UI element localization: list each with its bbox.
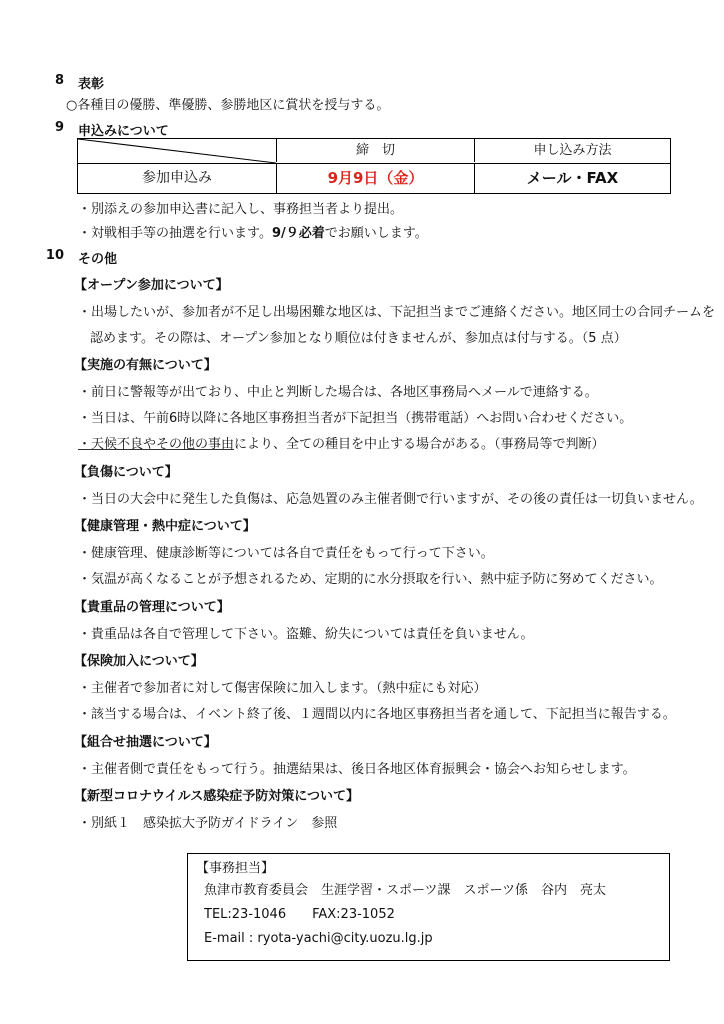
section-9-bullet-2 xyxy=(78,222,428,241)
held-line-3 xyxy=(78,433,605,452)
held-line-3-underlined: ・天候不良やその他の事由 xyxy=(78,437,235,452)
injury-line-1: ・当日の大会中に発生した負傷は、応急処置のみ主催者側で行いますが、その後の責任は一切負いません。 xyxy=(78,492,703,507)
section-8-number: 8 xyxy=(54,73,64,88)
contact-org: 魚津市教育委員会 生涯学習・スポーツ課 スポーツ係 谷内 亮太 xyxy=(204,883,606,898)
draw-heading: 【組合せ抽選について】 xyxy=(74,735,217,750)
contact-email: E-mail : ryota-yachi@city.uozu.lg.jp xyxy=(204,931,433,946)
deadline-value: 9月9日（金） xyxy=(276,163,474,193)
method-value: メール・FAX xyxy=(474,163,670,193)
diagonal-line xyxy=(78,139,276,163)
injury-heading: 【負傷について】 xyxy=(74,465,178,480)
draw-line-1: ・主催者側で責任をもって行う。抽選結果は、後日各地区体育振興会・協会へお知らせします。 xyxy=(78,762,636,777)
insurance-heading: 【保険加入について】 xyxy=(74,654,204,669)
contact-heading: 【事務担当】 xyxy=(196,861,275,876)
section-10-number: 10 xyxy=(45,248,64,263)
covid-heading: 【新型コロナウイルス感染症予防対策について】 xyxy=(74,789,359,804)
section-9-number: 9 xyxy=(54,120,64,135)
held-heading: 【実施の有無について】 xyxy=(74,358,217,373)
valuables-heading: 【貴重品の管理について】 xyxy=(74,600,230,615)
held-line-3-rest: により、全ての種目を中止する場合がある。（事務局等で判断） xyxy=(234,437,605,452)
open-line-1: ・出場したいが、参加者が不足し出場困難な地区は、下記担当までご連絡ください。地区同士の合同チームを xyxy=(78,305,716,320)
bullet-2-pre: ・対戦相手等の抽選を行います。 xyxy=(78,226,272,241)
held-line-2: ・当日は、午前6時以降に各地区事務担当者が下記担当（携帯電話）へお問い合わせください。 xyxy=(78,411,633,426)
header-method: 申し込み方法 xyxy=(474,139,670,162)
section-10-title: その他 xyxy=(78,252,118,267)
bullet-2-bold: 9/９必着 xyxy=(271,226,325,241)
health-line-2: ・気温が高くなることが予想されるため、定期的に水分摂取を行い、熱中症予防に努めてください。 xyxy=(78,572,663,587)
section-8-line: ○各種目の優勝、準優勝、参勝地区に賞状を授与する。 xyxy=(66,98,390,113)
insurance-line-2: ・該当する場合は、イベント終了後、１週間以内に各地区事務担当者を通して、下記担当に報告する。 xyxy=(78,707,676,722)
section-8-title: 表彰 xyxy=(78,77,105,92)
bullet-2-post: でお願いします。 xyxy=(324,226,428,241)
header-deadline: 締 切 xyxy=(276,139,474,162)
row-label: 参加申込み xyxy=(142,170,212,186)
application-table xyxy=(77,138,671,194)
covid-line-1: ・別紙１ 感染拡大予防ガイドライン 参照 xyxy=(78,816,338,831)
section-9-bullet-1: ・別添えの参加申込書に記入し、事務担当者より提出。 xyxy=(78,202,404,217)
open-heading: 【オープン参加について】 xyxy=(74,278,229,293)
section-9-title: 申込みについて xyxy=(78,124,169,139)
valuables-line-1: ・貴重品は各自で管理して下さい。盗難、紛失については責任を負いません。 xyxy=(78,627,534,642)
open-line-2: 認めます。その際は、オープン参加となり順位は付きませんが、参加点は付与する。（5 点） xyxy=(90,331,627,346)
health-heading: 【健康管理・熱中症について】 xyxy=(74,519,256,534)
insurance-line-1: ・主催者で参加者に対して傷害保険に加入します。（熱中症にも対応） xyxy=(78,681,487,696)
health-line-1: ・健康管理、健康診断等については各自で責任をもって行って下さい。 xyxy=(78,546,494,561)
contact-box xyxy=(187,853,670,961)
contact-tel-fax: TEL:23-1046 FAX:23-1052 xyxy=(204,907,395,922)
held-line-1: ・前日に警報等が出ており、中止と判断した場合は、各地区事務局へメールで連絡する。 xyxy=(78,385,598,400)
table-header-row xyxy=(78,139,670,164)
